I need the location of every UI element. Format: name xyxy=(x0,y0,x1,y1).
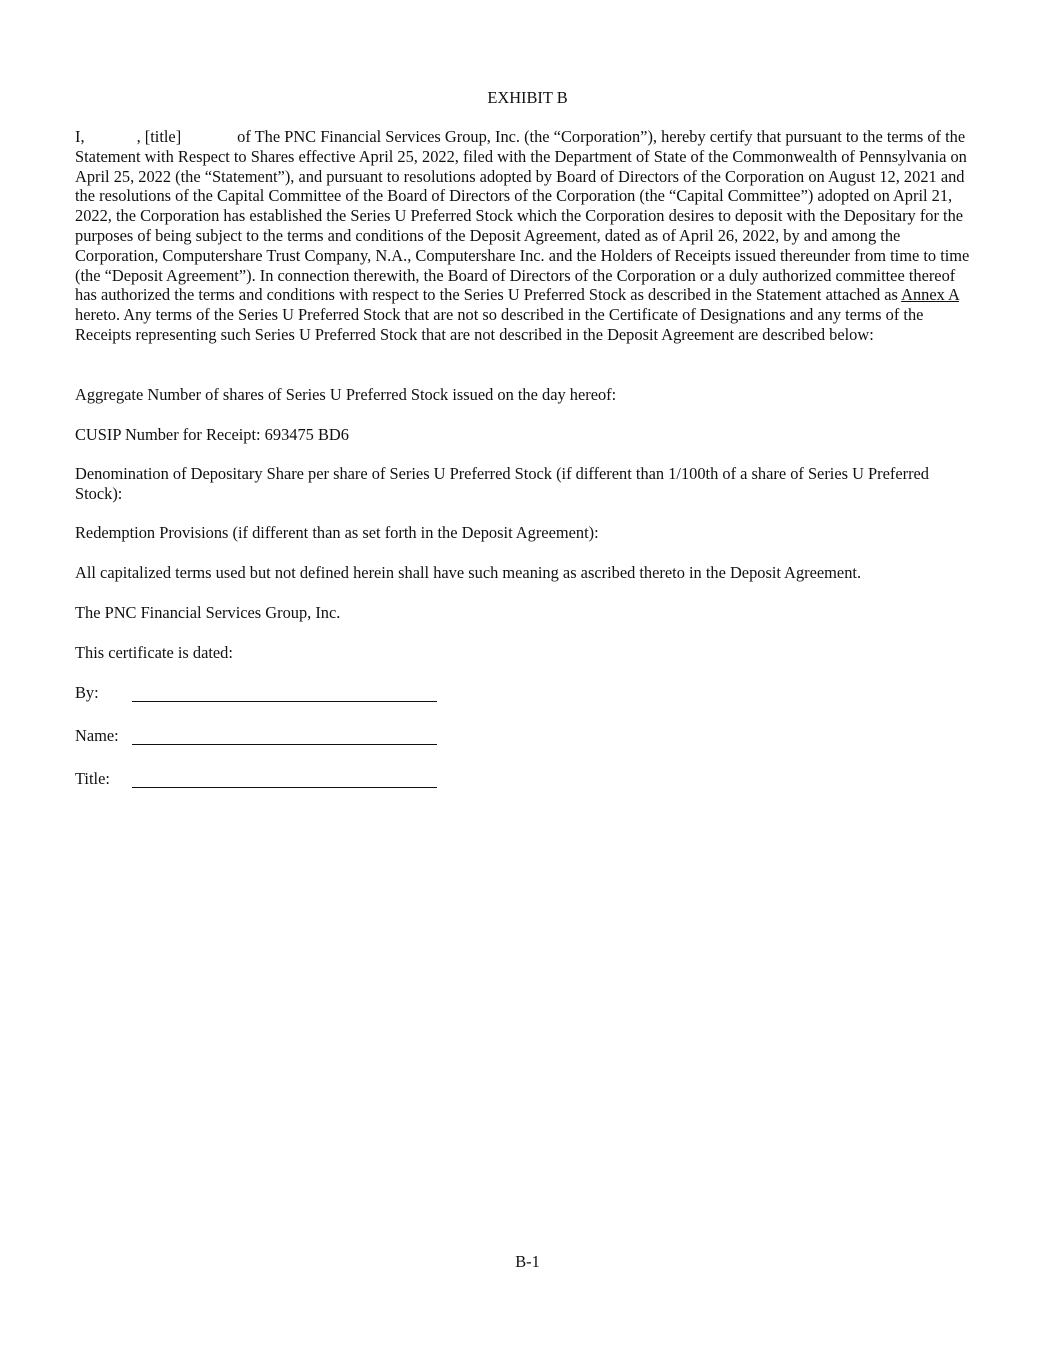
denomination-field: Denomination of Depositary Share per share of Series U Preferred Stock (if different than 1/100th of a share of Series U Preferred Stock): xyxy=(75,464,930,503)
signature-title-row xyxy=(75,769,455,793)
title-label: Title: xyxy=(75,769,110,788)
annex-a-link[interactable]: Annex A xyxy=(901,285,959,305)
capitalized-terms-note: All capitalized terms used but not defined herein shall have such meaning as ascribed thereto in the Deposit Agreement. xyxy=(75,563,862,582)
signature-by-row xyxy=(75,683,455,707)
by-label: By: xyxy=(75,683,99,702)
title-signature-line[interactable] xyxy=(132,787,437,788)
page-number: B-1 xyxy=(515,1252,540,1271)
aggregate-shares-field: Aggregate Number of shares of Series U Preferred Stock issued on the day hereof: xyxy=(75,385,617,404)
intro-part-3: of The PNC Financial Services Group, Inc. (the “Corporation”), hereby certify that pursuant to the terms of the Statement with Respect to Shares effective April 25, 2022, filed with the Department of State of the Commonwealth of Pennsylvania on April 25, 2022 (the “Statement”), and pursuant to resolutions adopted by Board of Directors of the Corporation on August 12, 2021 and the resolutions of the Capital Committee of the Board of Directors of the Corporation (the “Capital Committee”) adopted on April 21, 2022, the Corporation has established the Series U Preferred Stock which the Corporation desires to deposit with the Depositary for the purposes of being subject to the terms and conditions of the Deposit Agreement, dated as of April 26, 2022, by and among the Corporation, Computershare Trust Company, N.A., Computershare Inc. and the Holders of Receipts issued thereunder from time to time (the “Deposit Agreement”). In connection therewith, the Board of Directors of the Corporation or a duly authorized committee thereof has authorized the terms and conditions with respect to the Series U Preferred Stock as described in the Statement attached as xyxy=(75,127,970,305)
exhibit-heading: EXHIBIT B xyxy=(487,88,568,107)
name-label: Name: xyxy=(75,726,119,745)
intro-part-4: hereto. Any terms of the Series U Preferred Stock that are not so described in the Certificate of Designations and any terms of the Receipts representing such Series U Preferred Stock that are not described in the Deposit Agreement are described below: xyxy=(75,305,924,344)
by-signature-line[interactable] xyxy=(132,701,437,702)
cusip-field: CUSIP Number for Receipt: 693475 BD6 xyxy=(75,425,349,444)
certification-paragraph xyxy=(75,127,980,345)
redemption-provisions-field: Redemption Provisions (if different than as set forth in the Deposit Agreement): xyxy=(75,523,599,542)
company-name: The PNC Financial Services Group, Inc. xyxy=(75,603,341,622)
intro-part-2: , [title] xyxy=(136,127,182,146)
intro-part-1: I, xyxy=(75,127,85,146)
certificate-dated-field: This certificate is dated: xyxy=(75,643,233,662)
name-signature-line[interactable] xyxy=(132,744,437,745)
signature-name-row xyxy=(75,726,455,750)
